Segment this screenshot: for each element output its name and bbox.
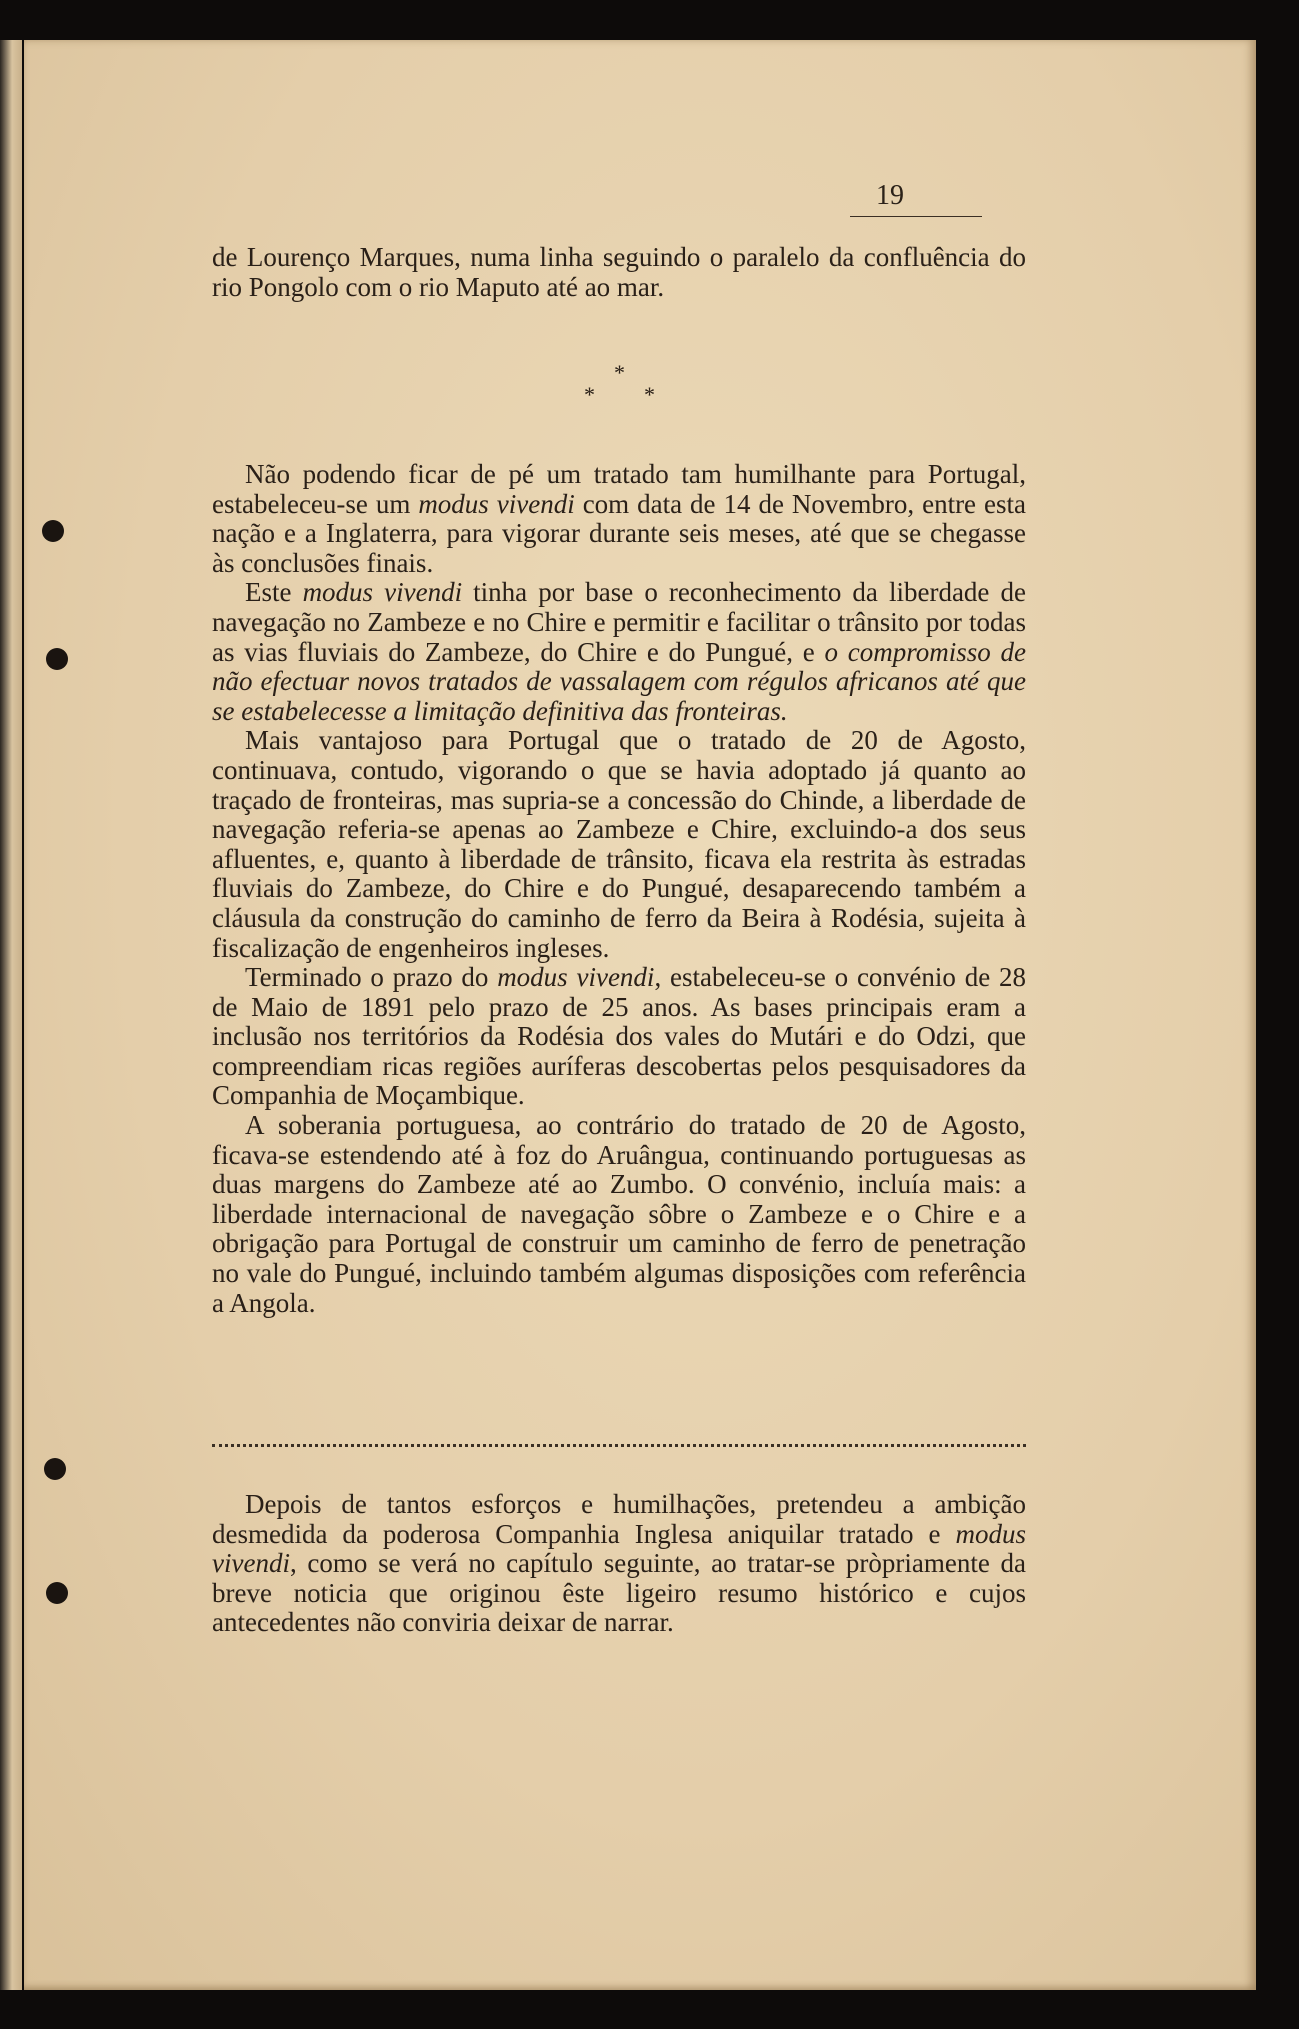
asterisk-top: * (614, 360, 625, 385)
paragraph (212, 1111, 1026, 1318)
binding-hole (46, 1582, 68, 1604)
text-block-top (212, 243, 1026, 302)
asterisk-left: * (584, 382, 595, 407)
text-run: , como se verá no capítulo seguinte, ao tratar-se pròpriamente da breve noticia que originou êste ligeiro resumo histórico e cujos antecedentes não conviria deixar de narrar. (212, 1548, 1026, 1638)
text-run: A soberania portuguesa, ao contrário do tratado de 20 de Agosto, ficava-se estendendo até à foz do Aruângua, continuando portuguesas as duas margens do Zambeze até ao Zumbo. O convénio, incluía mais: a liberdade internacional de navegação sôbre o Zambeze e o Chire e a obrigação para Portugal de construir um caminho de ferro de penetração no vale do Pungué, incluindo também algumas disposições com referência a Angola. (212, 1110, 1026, 1318)
text-run: , estabeleceu-se o convénio de 28 de Maio de 1891 pelo prazo de 25 anos. As bases principais eram a inclusão nos territórios da Rodésia dos vales do Mutári e do Odzi, que compreendiam ricas regiões auríferas descobertas pelos pesquisadores da Companhia de Moçambique. (212, 962, 1026, 1111)
dotted-separator (212, 1444, 1026, 1447)
book-spine-edge (0, 40, 22, 1990)
text-run: com data de 14 de Novembro, entre esta nação e a Inglaterra, para vigorar durante seis meses, até que se chegasse às conclusões finais. (212, 488, 1026, 578)
italic-text: o compromisso de não efectuar novos tratados de vassalagem com régulos africanos até que se estabelecesse a limitação definitiva das fronteiras. (212, 636, 1026, 726)
text-block-bottom (212, 1490, 1026, 1638)
text-run: Mais vantajoso para Portugal que o tratado de 20 de Agosto, continuava, contudo, vigorando o que se havia adoptado já quanto ao traçado de fronteiras, mas supria-se a concessão do Chinde, a liberdade de navegação referia-se apenas ao Zambeze e Chire, excluindo-a dos seus afluentes, e, quanto à liberdade de trânsito, ficava ela restrita às estradas fluviais do Zambeze, do Chire e do Pungué, desaparecendo também a cláusula da construção do caminho de ferro da Beira à Rodésia, sujeita à fiscalização de engenheiros ingleses. (212, 725, 1026, 963)
italic-text: modus vivendi (212, 1518, 1026, 1579)
asterisk-right: * (644, 382, 655, 407)
binding-hole (44, 1458, 66, 1480)
paragraph (212, 1490, 1026, 1638)
asterism-separator (560, 360, 680, 410)
paragraph (212, 963, 1026, 1111)
text-run: Este (245, 577, 303, 608)
paragraph (212, 578, 1026, 726)
text-block-main (212, 460, 1026, 1318)
italic-text: modus vivendi (497, 962, 655, 993)
paragraph (212, 243, 1026, 302)
text-run: Depois de tantos esforços e humilhações, pretendeu a ambição desmedida da poderosa Companhia Inglesa aniquilar tratado e (212, 1489, 1026, 1549)
binding-hole (46, 648, 68, 670)
header-rule (850, 216, 982, 217)
binding-hole (42, 520, 64, 542)
paragraph (212, 726, 1026, 963)
text-run: tinha por base o reconhecimento da liberdade de navegação no Zambeze e no Chire e permitir e facilitar o trânsito por todas as vias fluviais do Zambeze, do Chire e do Pungué, e (212, 577, 1026, 667)
text-run: Não podendo ficar de pé um tratado tam humilhante para Portugal, estabeleceu-se um (212, 459, 1026, 519)
italic-text: modus vivendi (302, 577, 463, 608)
page-number: 19 (876, 180, 904, 211)
text-run: Terminado o prazo do (245, 962, 498, 993)
italic-text: modus vivendi (418, 488, 575, 519)
paragraph (212, 460, 1026, 578)
text-run: de Lourenço Marques, numa linha seguindo o paralelo da confluência do rio Pongolo com o rio Maputo até ao mar. (212, 242, 1026, 302)
